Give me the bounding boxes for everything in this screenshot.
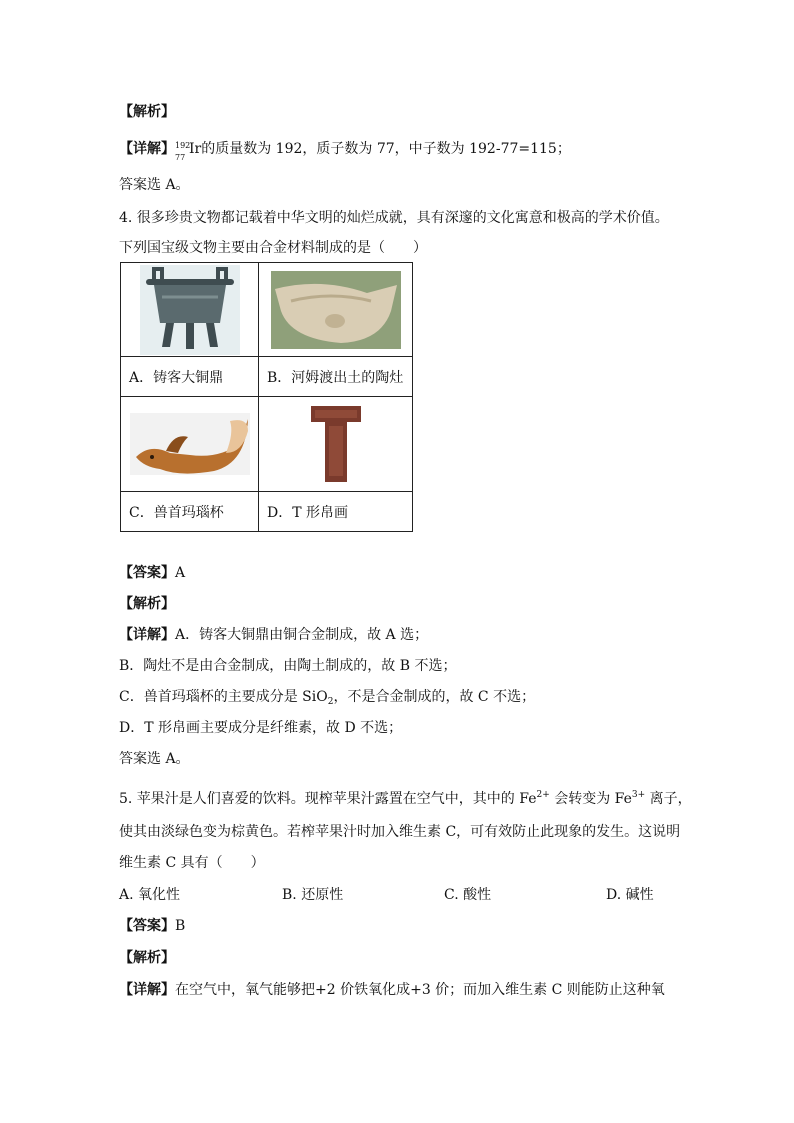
answer-line [119,564,185,582]
option-d-label: D．T 形帛画 [259,492,413,532]
option-c-label: C．兽首玛瑙杯 [121,492,259,532]
answer-value: A [175,565,186,581]
question-stem: 使其由淡绿色变为棕黄色。若榨苹果汁时加入维生素 C，可有效防止此现象的发生。这说明 [119,824,681,840]
answer-heading: 【答案】 [119,565,175,581]
question-stem: 5. 苹果汁是人们喜爱的饮料。现榨苹果汁露置在空气中，其中的 $Fe^{2+}$ 会转变为 $Fe^{3+}$ 离子， [119,790,692,807]
detail-heading: 【详解】 [119,982,175,998]
detail-line: 【详解】在空气中，氧气能够把+2 价铁氧化成+3 价；而加入维生素 C 则能防止这种氧 [119,982,665,998]
choice-d: D. 碱性 [606,887,654,903]
option-c-image-cell [121,397,259,492]
analysis-heading: 【解析】 [119,950,175,966]
option-d-image-cell [259,397,413,492]
answer-conclusion: 答案选 A。 [119,177,190,193]
question-stem: 下列国宝级文物主要由合金材料制成的是（ ） [119,240,427,256]
answer-value: B [175,918,186,934]
analysis-heading: 【解析】 [119,104,175,120]
detail-line: 【详解】 192 77 Ir的质量数为 192，质子数为 77，中子数为 192-77=115； [119,141,571,162]
answer-heading: 【答案】 [119,918,175,934]
agate-cup-image [130,413,250,475]
option-a-label: A．铸客大铜鼎 [121,357,259,397]
choice-a: A. 氧化性 [119,887,181,903]
choice-b: B. 还原性 [282,887,344,903]
answer-conclusion: 答案选 A。 [119,751,190,767]
detail-heading: 【详解】 [119,141,175,157]
detail-line: C．兽首玛瑙杯的主要成分是 SiO$_2$，不是合金制成的，故 C 不选； [119,689,536,707]
isotope-symbol: Ir [189,141,202,157]
detail-heading: 【详解】 [119,627,175,643]
question-stem: 维生素 C 具有（ ） [119,855,265,871]
analysis-heading: 【解析】 [119,596,175,612]
detail-line: D．T 形帛画主要成分是纤维素，故 D 不选； [119,720,403,736]
detail-line: 【详解】A．铸客大铜鼎由铜合金制成，故 A 选； [119,627,429,643]
choice-c: C. 酸性 [444,887,492,903]
t-silk-painting-image [311,406,361,482]
answer-line [119,917,185,935]
bronze-ding-image [140,265,240,355]
isotope-notation: 192 77 [175,141,191,162]
option-a-image-cell [121,263,259,357]
detail-line: B．陶灶不是由合金制成，由陶土制成的，故 B 不选； [119,658,457,674]
option-b-label: B．河姆渡出土的陶灶 [259,357,413,397]
option-b-image-cell [259,263,413,357]
options-table [120,262,413,532]
pottery-stove-image [271,271,401,349]
question-stem: 4. 很多珍贵文物都记载着中华文明的灿烂成就，具有深邃的文化寓意和极高的学术价值。 [119,210,669,226]
